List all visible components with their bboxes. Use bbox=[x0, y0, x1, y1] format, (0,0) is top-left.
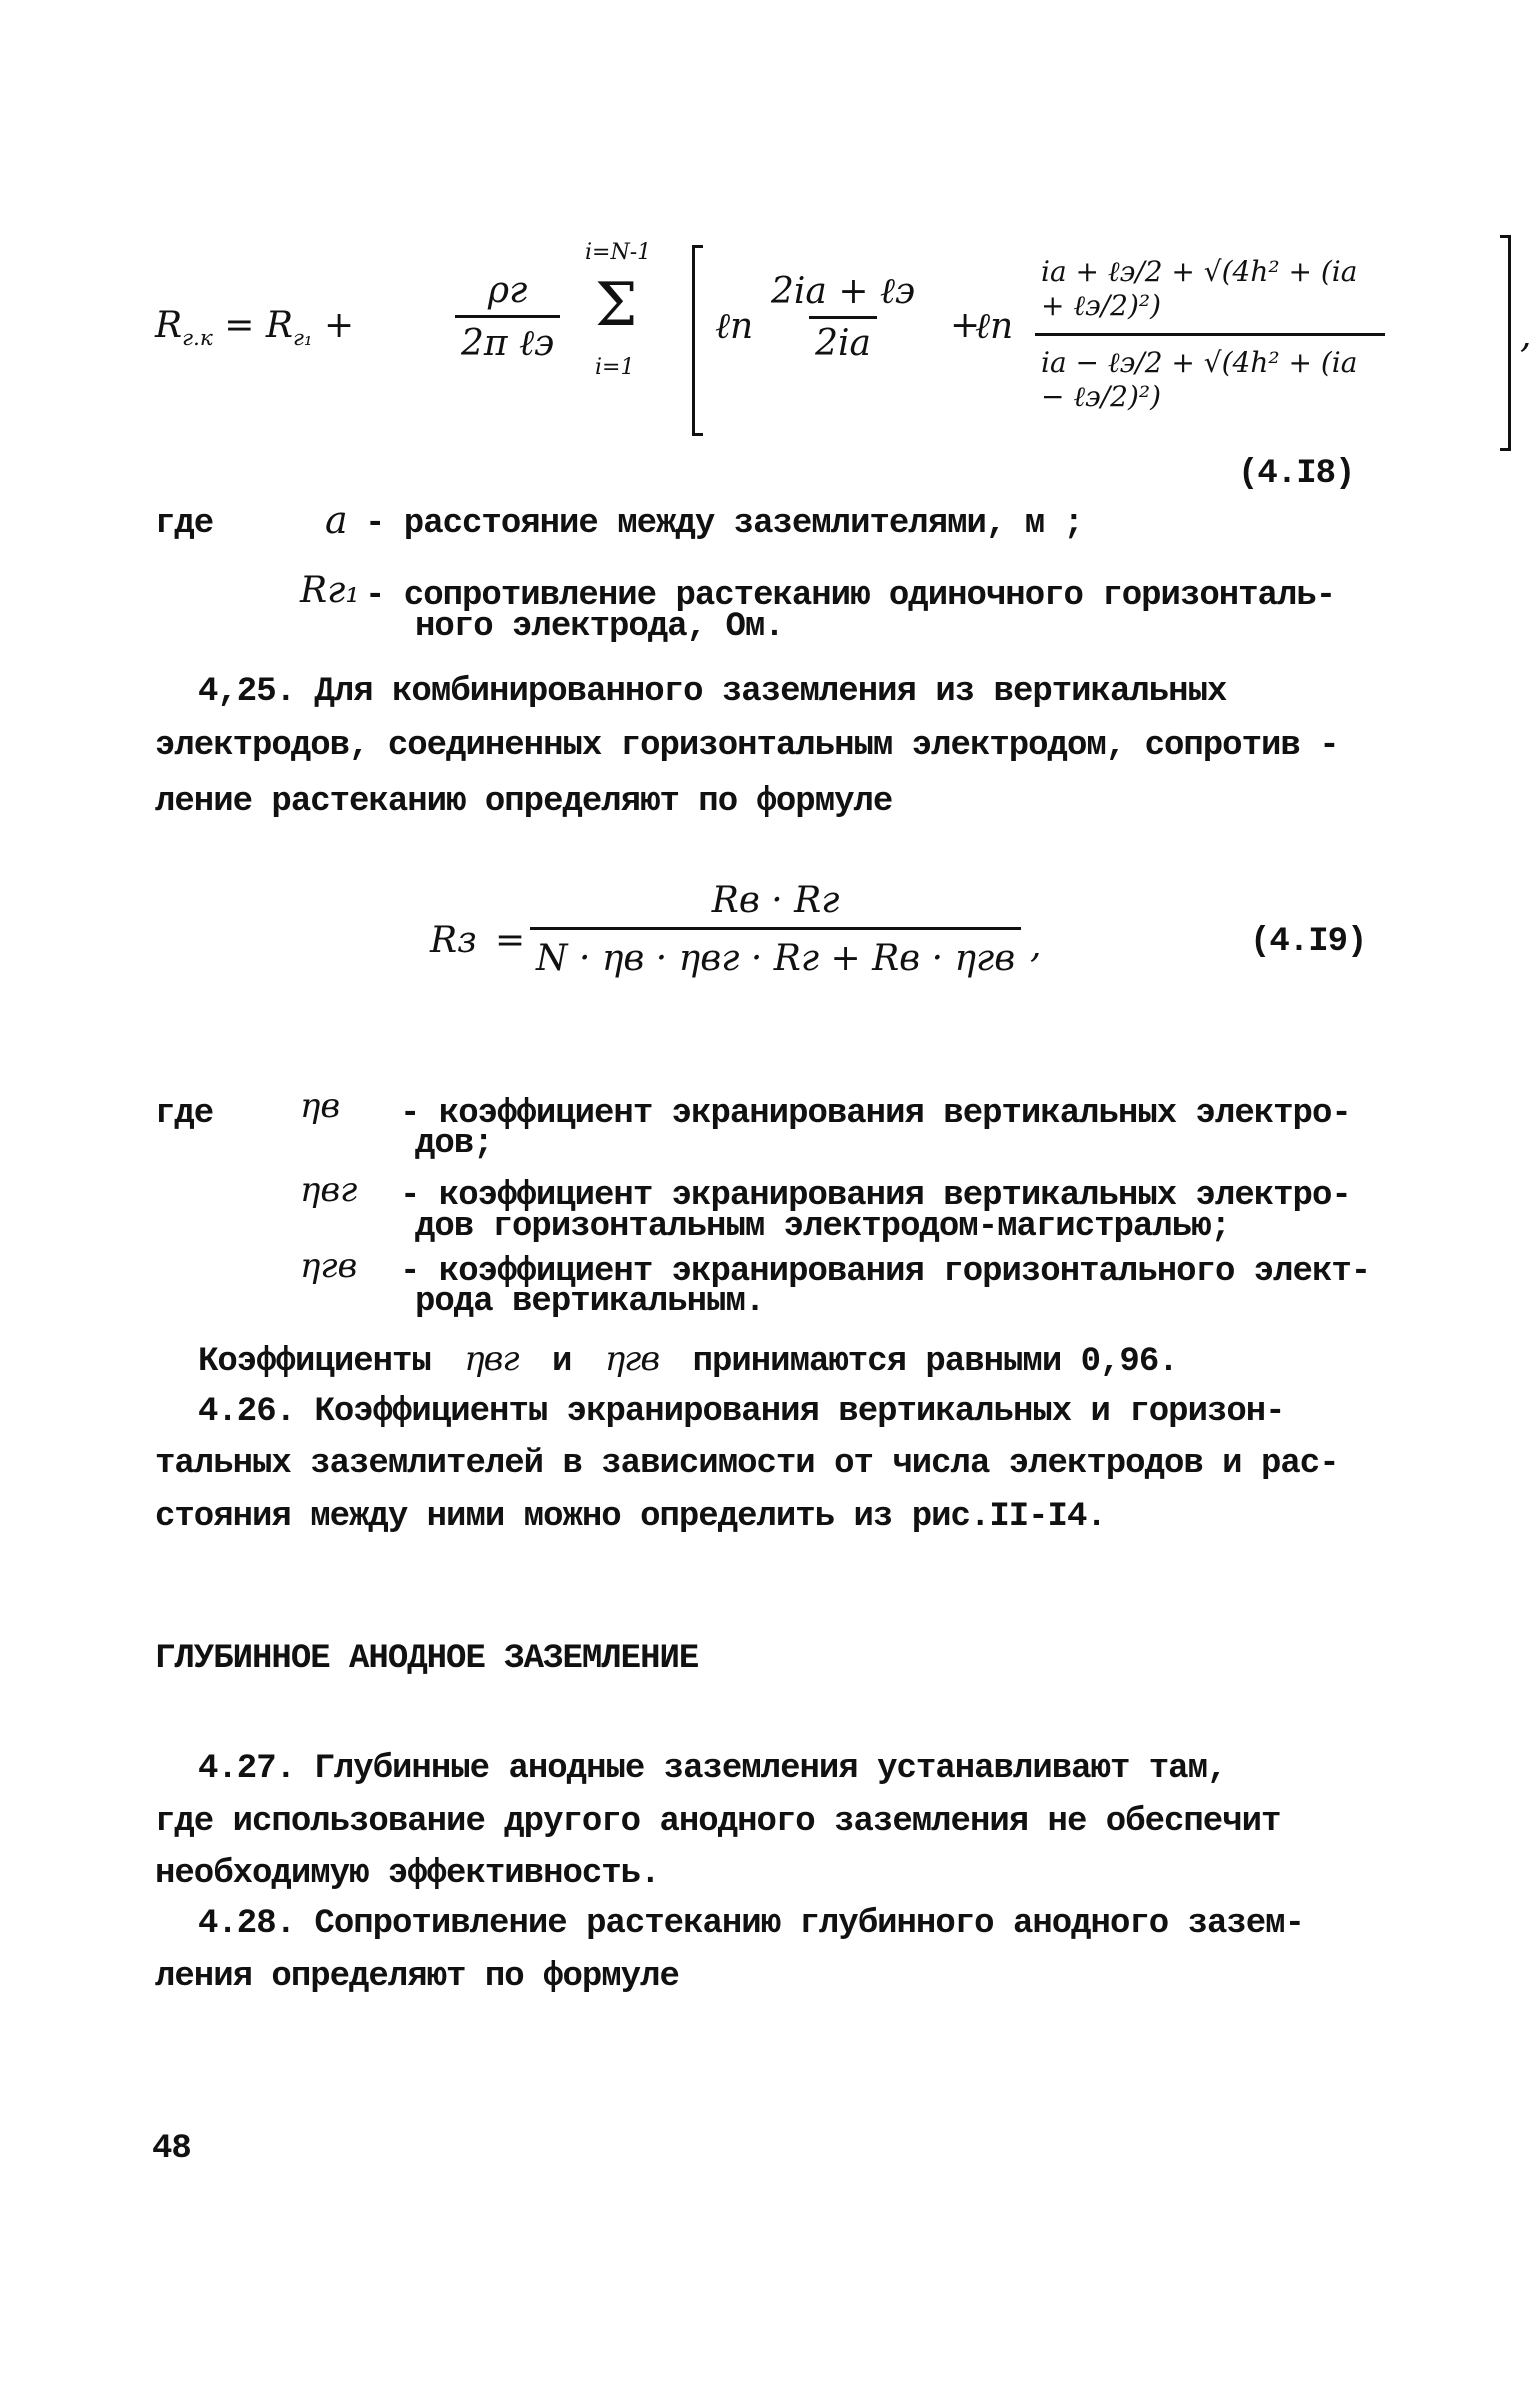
para-4-27: 4.27. Глубинные анодные заземления устанавливают там, bbox=[198, 1750, 1227, 1788]
coef-line: Коэффициенты ηвг и ηгв принимаются равными 0,96. bbox=[198, 1339, 1178, 1381]
para-4-28: 4.28. Сопротивление растеканию глубинного анодного зазем- bbox=[198, 1905, 1304, 1943]
equation-number-4-18: (4.I8) bbox=[1238, 455, 1355, 493]
formula-lhs: R bbox=[155, 305, 183, 346]
right-bracket bbox=[1500, 235, 1511, 451]
symbol-rg1: Rг₁ bbox=[300, 570, 360, 611]
equation-number-4-19: (4.I9) bbox=[1250, 923, 1367, 961]
para-4-25: 4,25. Для комбинированного заземления из вертикальных bbox=[198, 673, 1227, 711]
left-bracket bbox=[692, 245, 703, 436]
where-label: где bbox=[155, 1095, 214, 1133]
coef-fraction: ρг 2π ℓэ bbox=[455, 270, 560, 364]
where-label: где bbox=[155, 505, 214, 543]
section-heading: ГЛУБИННОЕ АНОДНОЕ ЗАЗЕМЛЕНИЕ bbox=[155, 1640, 699, 1678]
para-4-26: 4.26. Коэффициенты экранирования вертикальных и горизон- bbox=[198, 1393, 1285, 1431]
fraction-2: ia + ℓэ/2 + √(4h² + (ia + ℓэ/2)²) ia − ℓэ/2 + √(4h² + (ia − ℓэ/2)²) bbox=[1035, 255, 1385, 414]
page-number: 48 bbox=[152, 2130, 191, 2168]
fraction-1: 2ia + ℓэ 2ia bbox=[771, 271, 916, 364]
symbol-a: a bbox=[325, 498, 348, 542]
sum-symbol: Σ bbox=[595, 270, 638, 340]
formula-4-18: $R_{г.к} = R_{г_1}$ + ρг 2π ℓэ i=N-1 Σ i=1 ℓn 2ia + ℓэ 2ia + ℓn ia + ℓэ/2 + √(4h² + (ia + ℓэ/2)²) ia − ℓэ/2 + √(4h² + (ia − ℓэ/2)²) , bbox=[155, 230, 1385, 460]
